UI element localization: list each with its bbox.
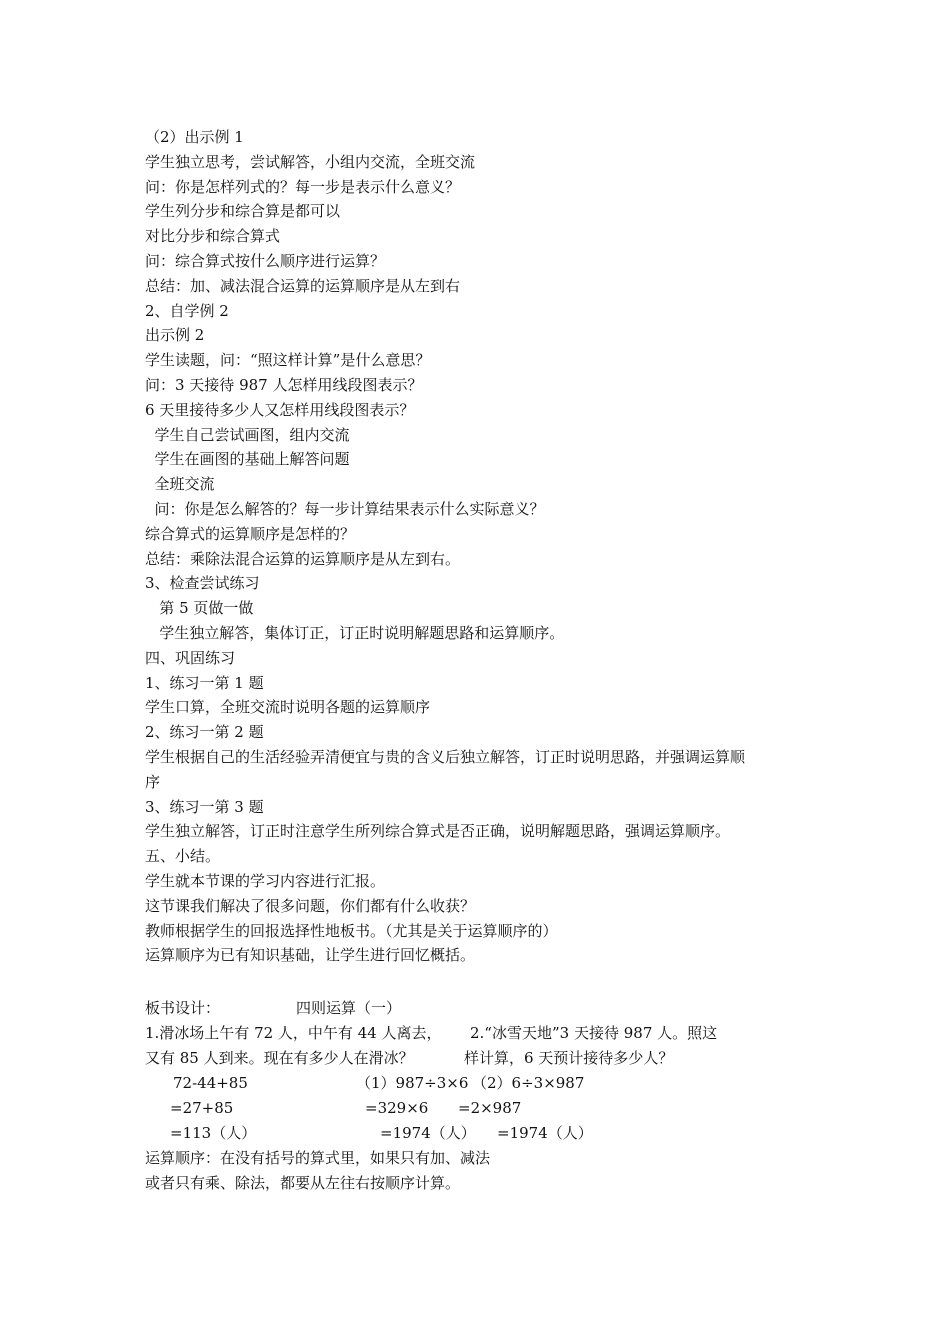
calc-1-step-1: 72-44+85 — [173, 1074, 248, 1092]
text-line: 6 天里接待多少人又怎样用线段图表示？ — [145, 401, 415, 419]
text-line: 问：你是怎样列式的？每一步是表示什么意义？ — [145, 178, 461, 196]
text-line: 3、练习一第 3 题 — [145, 798, 264, 816]
text-line: 学生列分步和综合算是都可以 — [145, 202, 341, 220]
text-line: 问：综合算式按什么顺序进行运算？ — [145, 252, 386, 270]
calc-3-step-3: =1974（人） — [497, 1124, 593, 1142]
problem-1-line-1: 1.滑冰场上午有 72 人，中午有 44 人离去， — [145, 1024, 442, 1042]
board-label: 板书设计： — [145, 999, 221, 1017]
text-line: 学生根据自己的生活经验弄清便宜与贵的含义后独立解答，订正时说明思路，并强调运算顺 — [145, 748, 746, 766]
calc-1-step-2: =27+85 — [170, 1099, 234, 1117]
text-line: 总结：乘除法混合运算的运算顺序是从左到右。 — [145, 550, 461, 568]
board-title: 四则运算（一） — [296, 999, 402, 1017]
text-line: 学生就本节课的学习内容进行汇报。 — [145, 872, 386, 890]
calc-3-step-1: （2）6÷3×987 — [472, 1074, 585, 1092]
text-line: 五、小结。 — [145, 847, 221, 865]
text-line: 教师根据学生的回报选择性地板书。（尤其是关于运算顺序的） — [145, 922, 558, 940]
calc-3-step-2: =2×987 — [458, 1099, 522, 1117]
text-line: （2）出示例 1 — [145, 128, 244, 146]
text-line: 总结：加、减法混合运算的运算顺序是从左到右 — [145, 277, 461, 295]
text-line: 综合算式的运算顺序是怎样的？ — [145, 525, 356, 543]
text-line: 学生读题，问：“照这样计算”是什么意思？ — [145, 351, 431, 369]
text-line: 2、自学例 2 — [145, 302, 229, 320]
text-line: 学生独立解答，订正时注意学生所列综合算式是否正确，说明解题思路，强调运算顺序。 — [145, 822, 731, 840]
text-line: 这节课我们解决了很多问题，你们都有什么收获？ — [145, 897, 476, 915]
text-line: 对比分步和综合算式 — [145, 227, 281, 245]
text-line: 2、练习一第 2 题 — [145, 723, 264, 741]
text-line: 学生独立解答，集体订正，订正时说明解题思路和运算顺序。 — [145, 624, 565, 642]
text-line: 全班交流 — [145, 475, 215, 493]
calc-2-step-3: =1974（人） — [380, 1124, 476, 1142]
text-line: 学生独立思考，尝试解答，小组内交流，全班交流 — [145, 153, 476, 171]
rule-line-1: 运算顺序：在没有括号的算式里，如果只有加、减法 — [145, 1149, 491, 1167]
calc-2-step-2: =329×6 — [365, 1099, 429, 1117]
text-line: 1、练习一第 1 题 — [145, 674, 264, 692]
problem-2-line-2: 样计算，6 天预计接待多少人？ — [464, 1049, 674, 1067]
text-line: 3、检查尝试练习 — [145, 574, 260, 592]
text-line: 问：你是怎么解答的？每一步计算结果表示什么实际意义？ — [145, 500, 545, 518]
text-line: 四、巩固练习 — [145, 649, 236, 667]
text-line: 出示例 2 — [145, 326, 205, 344]
text-line: 运算顺序为已有知识基础，让学生进行回忆概括。 — [145, 946, 476, 964]
text-line: 学生在画图的基础上解答问题 — [145, 450, 350, 468]
text-line: 序 — [145, 773, 161, 791]
calc-1-step-3: =113（人） — [170, 1124, 257, 1142]
rule-line-2: 或者只有乘、除法，都要从左往右按顺序计算。 — [145, 1174, 461, 1192]
text-line: 问：3 天接待 987 人怎样用线段图表示？ — [145, 376, 423, 394]
problem-2-line-1: 2.“冰雪天地”3 天接待 987 人。照这 — [470, 1024, 718, 1042]
text-line: 学生口算，全班交流时说明各题的运算顺序 — [145, 698, 431, 716]
text-line: 第 5 页做一做 — [145, 599, 254, 617]
text-line: 学生自己尝试画图，组内交流 — [145, 426, 350, 444]
calc-2-step-1: （1）987÷3×6 — [356, 1074, 469, 1092]
problem-1-line-2: 又有 85 人到来。现在有多少人在滑冰？ — [145, 1049, 414, 1067]
